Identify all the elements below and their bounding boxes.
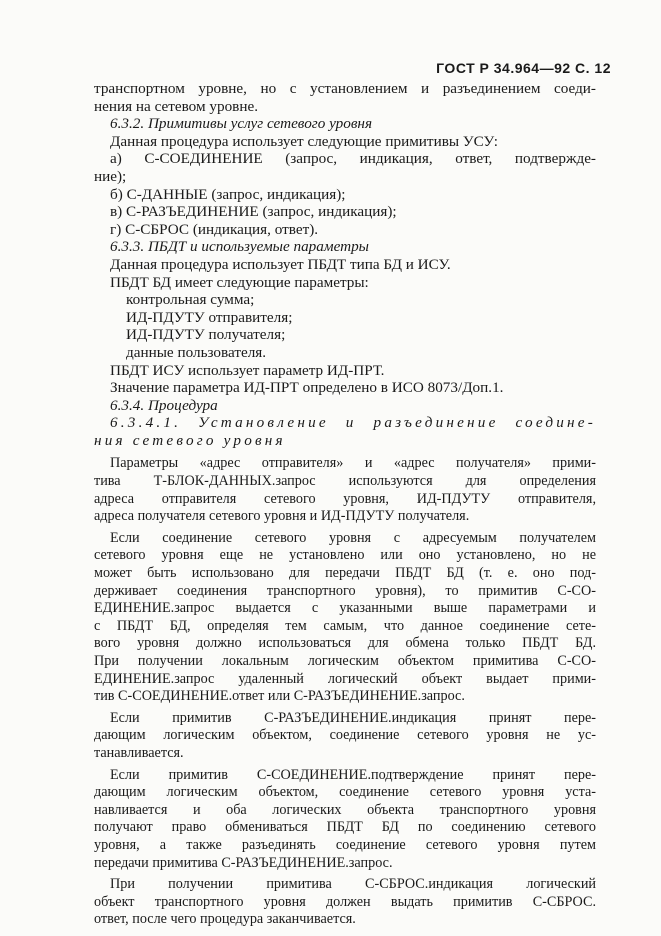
page-header: ГОСТ Р 34.964—92 С. 12 [436, 60, 611, 76]
text-line: транспортном уровне, но с установлением и разъединением соеди- [94, 80, 596, 97]
text-line: Данная процедура использует ПБДТ типа БД и ИСУ. [110, 255, 451, 273]
text-line: дающим логическим объектом, соединение сетевого уровня не ус- [94, 727, 596, 744]
text-line: При получении локальным логическим объектом примитива С-СО- [94, 653, 596, 669]
text-line: тива Т-БЛОК-ДАННЫХ.запрос используются для определения [94, 473, 596, 490]
text-line: г) С-СБРОС (индикация, ответ). [110, 220, 319, 238]
text-line: ние); [94, 167, 127, 185]
text-line: Если примитив С-РАЗЪЕДИНЕНИЕ.индикация принят пере- [110, 709, 596, 726]
text-line: Параметры «адрес отправителя» и «адрес получателя» прими- [110, 455, 596, 472]
text-line: ЕДИНЕНИЕ.запрос удаленный логический объект выдает прими- [94, 670, 596, 687]
text-line: объект транспортного уровня должен выдать примитив С-СБРОС. [94, 893, 596, 910]
text-line: ПБДТ БД имеет следующие параметры: [110, 273, 369, 291]
text-line: нения на сетевом уровне. [94, 97, 259, 115]
text-line: ПБДТ ИСУ использует параметр ИД-ПРТ. [110, 361, 385, 379]
text-line: Если примитив С-СОЕДИНЕНИЕ.подтверждение принят пере- [110, 766, 596, 783]
text-line: навливается и оба логических объекта транспортного уровня [94, 801, 596, 818]
text-line: Если соединение сетевого уровня с адресуемым получателем [110, 529, 596, 546]
text-line: б) С-ДАННЫЕ (запрос, индикация); [110, 185, 346, 203]
text-line: контрольная сумма; [126, 291, 255, 309]
text-line: ответ, после чего процедура заканчивается. [94, 911, 356, 928]
text-line: держивает соединения транспортного уровня), то примитив С-СО- [94, 582, 596, 599]
text-line: 6.3.4.1. Установление и разъединение соедине- [110, 414, 596, 432]
text-line: данные пользователя. [126, 343, 267, 361]
text-line: Значение параметра ИД-ПРТ определено в ИСО 8073/Доп.1. [110, 379, 504, 397]
text-line: а) С-СОЕДИНЕНИЕ (запрос, индикация, ответ, подтвержде- [110, 150, 596, 168]
text-line: сетевого уровня еще не установлено или оно установлено, но не [94, 547, 596, 564]
text-line: ИД-ПДУТУ получателя; [126, 326, 286, 344]
text-line: адреса отправителя сетевого уровня, ИД-ПДУТУ отправителя, [94, 490, 596, 507]
text-line: вого уровня должно использоваться для обмена только ПБДТ БД. [94, 635, 596, 652]
text-line: дающим логическим объектом, соединение сетевого уровня уста- [94, 784, 596, 801]
document-body [94, 80, 596, 929]
text-line: Данная процедура использует следующие примитивы УСУ: [110, 132, 498, 150]
text-line: 6.3.2. Примитивы услуг сетевого уровня [110, 115, 373, 133]
text-line: в) С-РАЗЪЕДИНЕНИЕ (запрос, индикация); [110, 203, 397, 221]
text-line: ЕДИНЕНИЕ.запрос выдается с указанными выше параметрами и [94, 600, 596, 617]
text-line: При получении примитива С-СБРОС.индикация логический [110, 876, 596, 893]
text-line: танавливается. [94, 744, 184, 761]
text-line: уровня, а также разъединять соединение сетевого уровня путем [94, 836, 596, 853]
text-line: ния сетевого уровня [94, 431, 286, 449]
text-line: ИД-ПДУТУ отправителя; [126, 308, 293, 326]
text-line: получают право обмениваться ПБДТ БД по соединению сетевого [94, 819, 596, 836]
text-line: 6.3.3. ПБДТ и используемые параметры [110, 238, 369, 256]
text-line: адреса получателя сетевого уровня и ИД-ПДУТУ получателя. [94, 508, 470, 525]
text-line: с ПБДТ БД, определяя тем самым, что данное соединение сете- [94, 617, 596, 634]
text-line: передачи примитива С-РАЗЪЕДИНЕНИЕ.запрос. [94, 854, 393, 871]
text-line: может быть использовано для передачи ПБДТ БД (т. е. оно под- [94, 565, 596, 582]
text-line: тив С-СОЕДИНЕНИЕ.ответ или С-РАЗЪЕДИНЕНИЕ.запрос. [94, 688, 465, 705]
text-line: 6.3.4. Процедура [110, 396, 218, 414]
